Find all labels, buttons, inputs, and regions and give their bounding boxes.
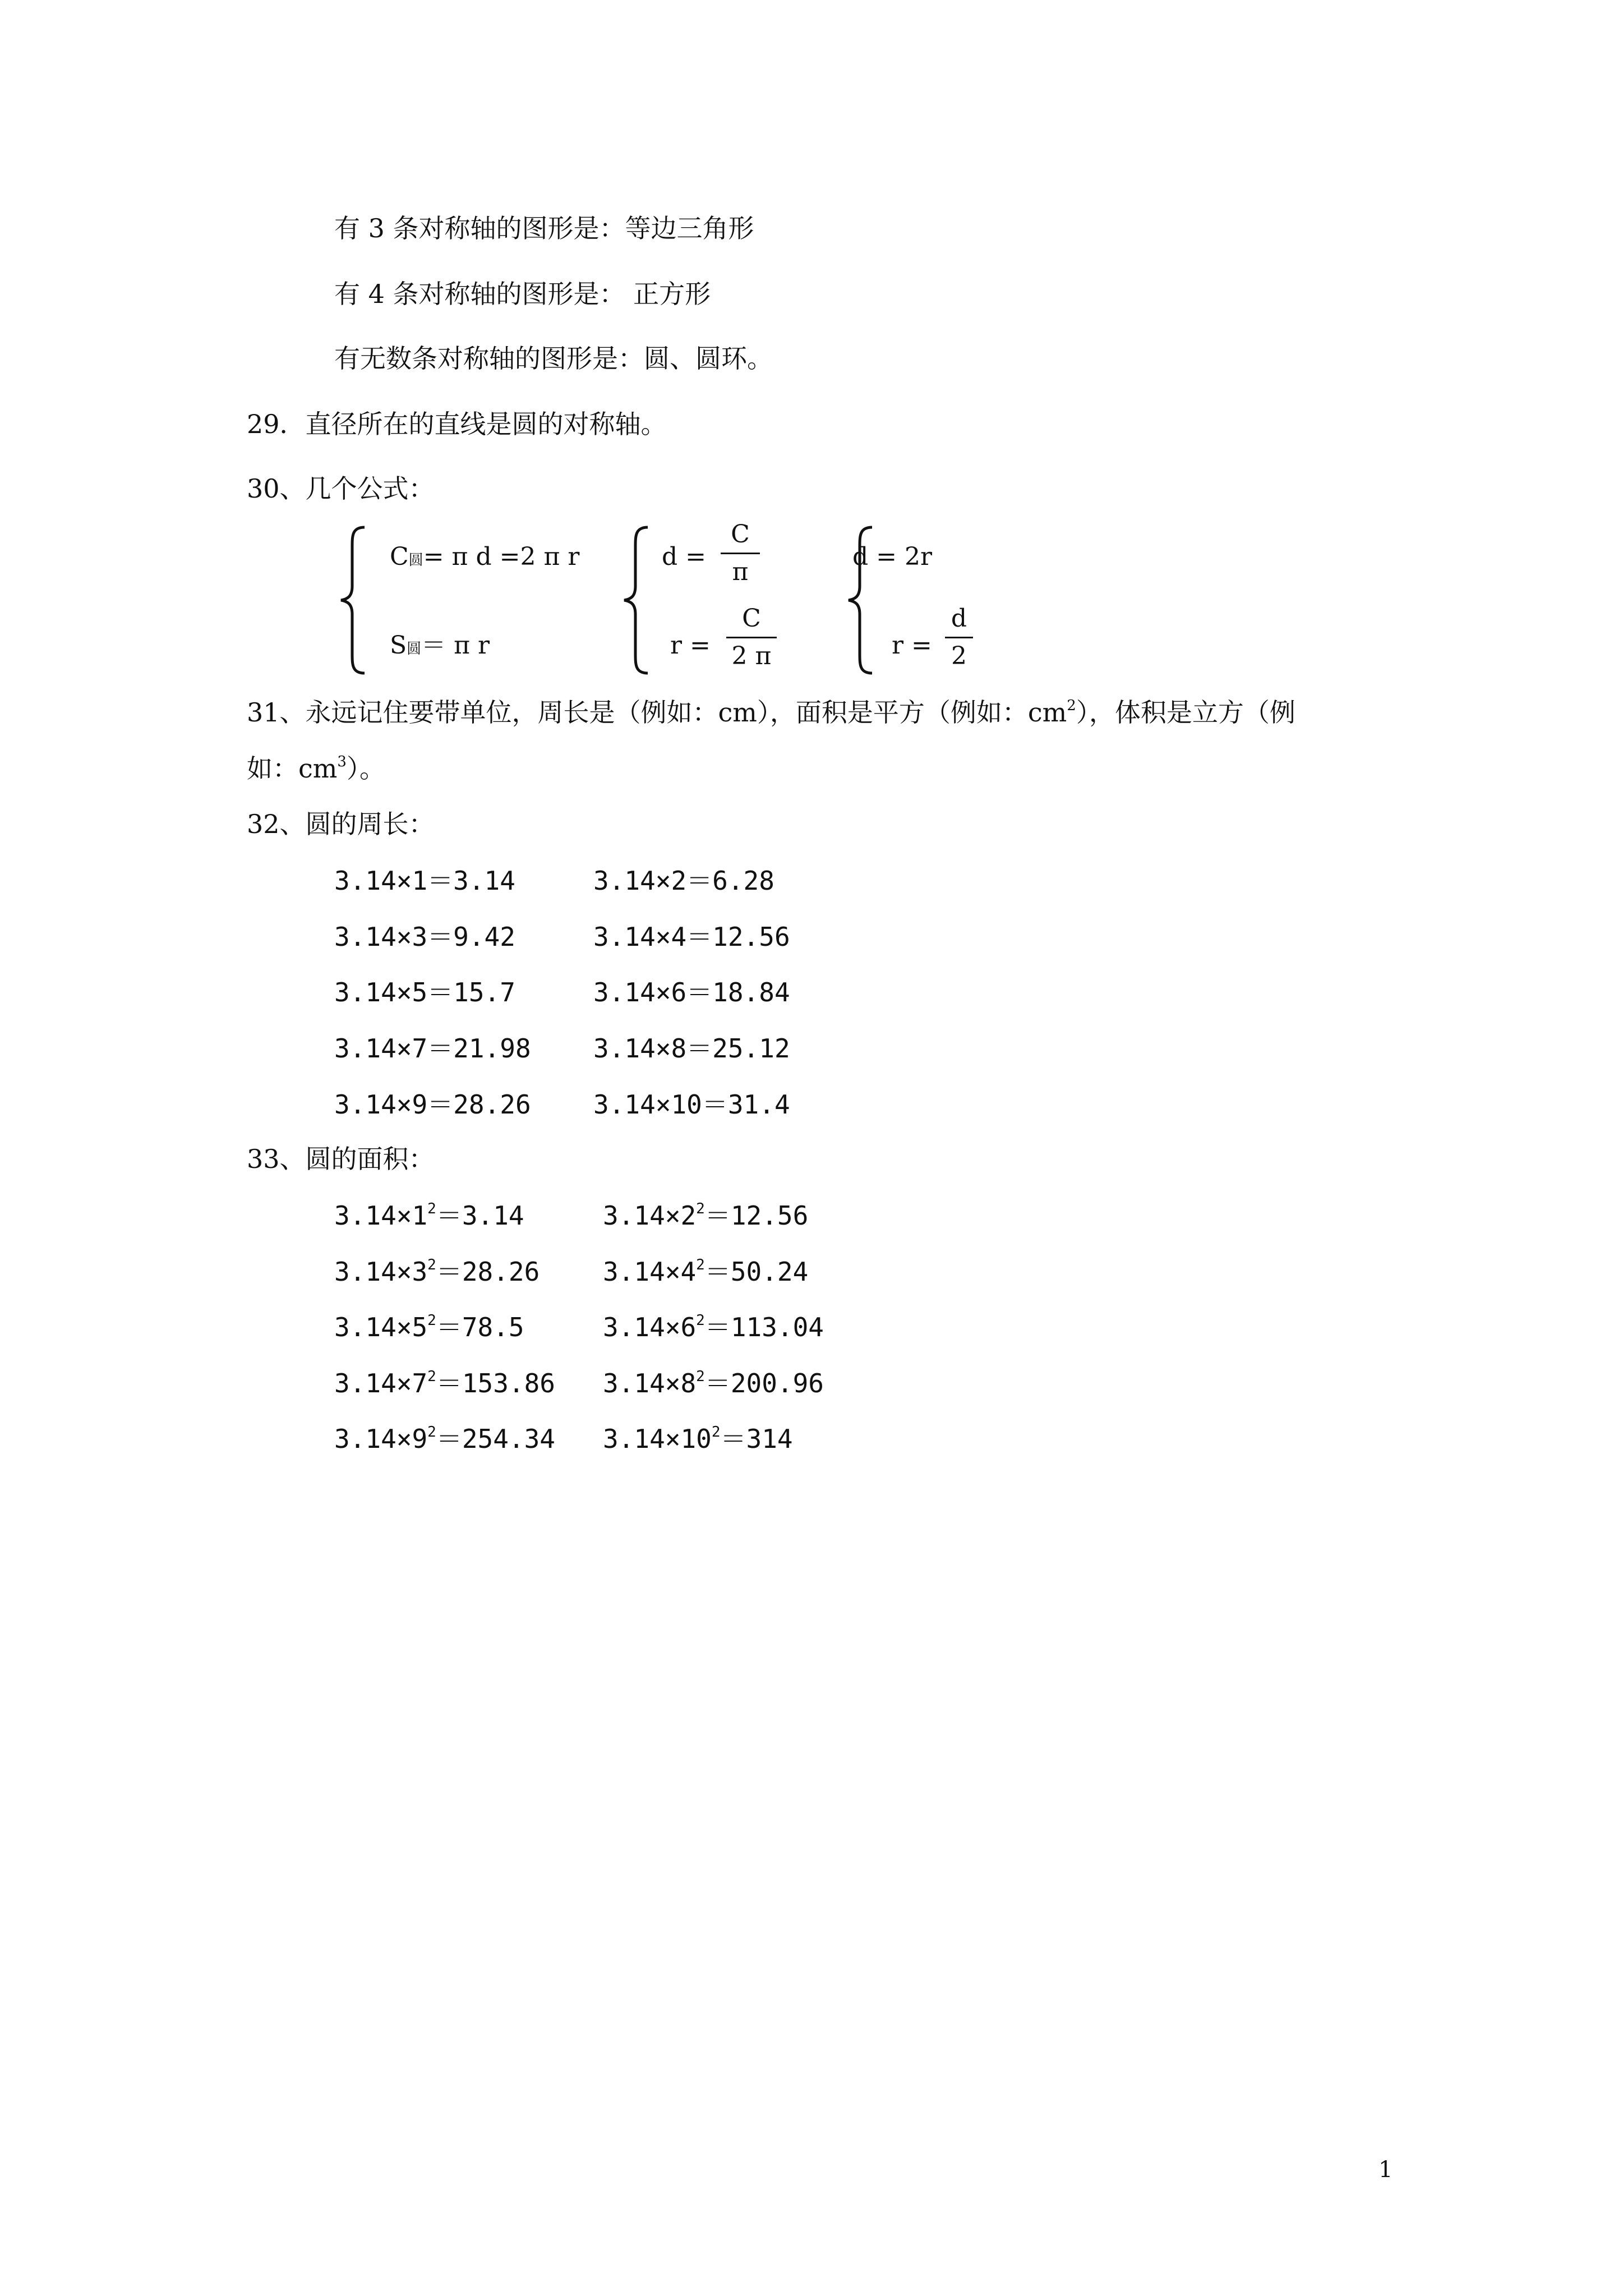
- item-32: 32、圆的周长：: [247, 809, 435, 839]
- s-subscript: 圆: [407, 641, 422, 657]
- calc-cell: $3.14\times 9^2=254.34$: [334, 1424, 555, 1454]
- fraction-bar: [945, 637, 973, 638]
- r-fraction-numerator: C: [742, 604, 761, 633]
- item-31-text-a: 31、永远记住要带单位，周长是（例如：cm），面积是平方（例如：cm: [247, 697, 1067, 728]
- calc-cell: $3.14\times 4^2=50.24$: [603, 1257, 809, 1287]
- symmetry-infinite-line: 有无数条对称轴的图形是：圆、圆环。: [334, 343, 773, 374]
- item-29: 29．直径所在的直线是圆的对称轴。: [247, 409, 667, 439]
- symmetry-3-line: 有 3 条对称轴的图形是：等边三角形: [334, 213, 754, 243]
- c-subscript: 圆: [408, 552, 423, 569]
- item-30: 30、几个公式：: [247, 473, 435, 504]
- calc-cell: $3.14\times 6^2=113.04$: [603, 1312, 824, 1342]
- left-brace-icon: [620, 524, 653, 676]
- c-rhs: = π d =2 π r: [423, 542, 580, 571]
- d-fraction-numerator: C: [731, 520, 750, 549]
- calc-cell: $3.14\times 7^2=153.86$: [334, 1368, 555, 1398]
- s-symbol: S: [390, 631, 407, 660]
- calc-cell: $3.14\times 2^2=12.56$: [603, 1200, 809, 1231]
- r-eq-label: r =: [670, 631, 711, 660]
- r-fraction-denominator: 2 π: [731, 642, 772, 670]
- s-rhs: ＝ π r: [421, 631, 490, 660]
- fraction-bar: [726, 637, 777, 638]
- calc-cell: 3.14×6＝18.84: [593, 977, 790, 1007]
- fraction-bar: [721, 553, 760, 554]
- d-fraction: [721, 519, 760, 588]
- superscript: 2: [1067, 697, 1076, 714]
- d-equals-2r: d = 2r: [852, 542, 933, 571]
- item-31-text-c: 如：cm: [247, 753, 338, 784]
- r2-fraction-numerator: d: [951, 604, 967, 633]
- calc-cell: 3.14×9＝28.26: [334, 1089, 531, 1120]
- superscript: 3: [337, 753, 347, 770]
- calc-cell: $3.14\times 5^2=78.5$: [334, 1312, 524, 1342]
- calc-cell: 3.14×10＝31.4: [593, 1089, 790, 1120]
- calc-cell: 3.14×5＝15.7: [334, 977, 515, 1007]
- calc-cell: 3.14×3＝9.42: [334, 922, 515, 952]
- circumference-formula: [390, 541, 579, 576]
- r2-fraction-denominator: 2: [951, 642, 967, 670]
- item-31-line1: [247, 696, 1295, 729]
- calc-cell: 3.14×8＝25.12: [593, 1033, 790, 1064]
- symmetry-4-line: 有 4 条对称轴的图形是： 正方形: [334, 279, 711, 309]
- calc-cell: $3.14\times 3^2=28.26$: [334, 1257, 540, 1287]
- calc-cell: $3.14\times 8^2=200.96$: [603, 1368, 824, 1398]
- page-number: 1: [1378, 2157, 1393, 2183]
- calc-cell: $3.14\times 1^2=3.14$: [334, 1200, 524, 1231]
- item-33: 33、圆的面积：: [247, 1144, 435, 1174]
- calc-cell: 3.14×4＝12.56: [593, 922, 790, 952]
- calc-cell: 3.14×2＝6.28: [593, 866, 774, 896]
- calc-cell: 3.14×7＝21.98: [334, 1033, 531, 1064]
- item-31-line2: [247, 752, 385, 785]
- item-31-text-d: ）。: [346, 753, 385, 784]
- calc-cell: $3.14\times 10^2=314$: [603, 1424, 793, 1454]
- r2-fraction: [945, 603, 973, 672]
- d-eq-label: d =: [662, 542, 707, 571]
- r2-eq-label: r =: [892, 631, 932, 660]
- r-fraction: [726, 603, 777, 672]
- left-brace-icon: [336, 524, 370, 676]
- area-formula: [390, 630, 490, 665]
- c-symbol: C: [390, 542, 409, 571]
- item-31-text-b: ），体积是立方（例: [1076, 697, 1295, 728]
- d-fraction-denominator: π: [732, 558, 749, 586]
- calc-cell: 3.14×1＝3.14: [334, 866, 515, 896]
